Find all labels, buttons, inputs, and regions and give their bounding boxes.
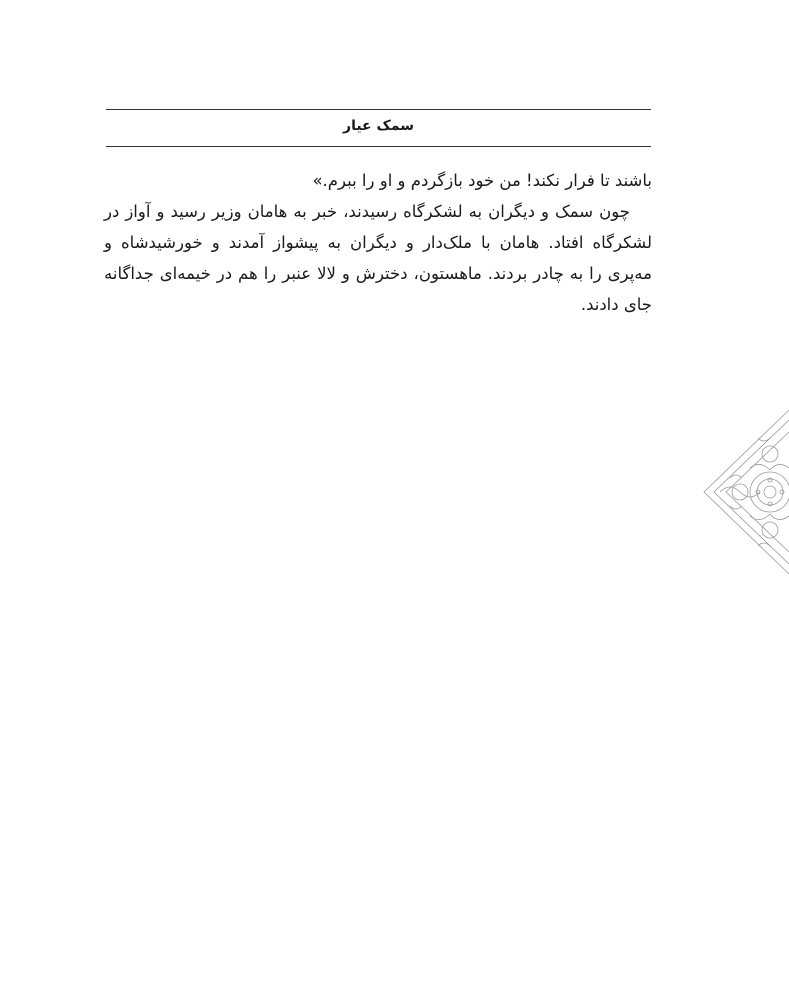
decorative-ornament [700, 408, 789, 576]
body-text [104, 165, 652, 320]
paragraph-1: باشند تا فرار نکند! من خود بازگردم و او را ببرم.» [312, 171, 652, 190]
page-header [106, 109, 651, 147]
running-title: سمک عیار [343, 118, 414, 134]
paragraph-2: چون سمک و دیگران به لشکرگاه رسیدند، خبر به هامان وزیر رسید و آواز در لشکرگاه افتاد. هامان با ملک‌دار و دیگران به پیشواز آمدند و خورشیدشاه و مه‌پری را به چادر بردند. ماهستون، دخترش و لالا عنبر را هم در خیمه‌ای جداگانه جای دادند. [104, 202, 652, 314]
